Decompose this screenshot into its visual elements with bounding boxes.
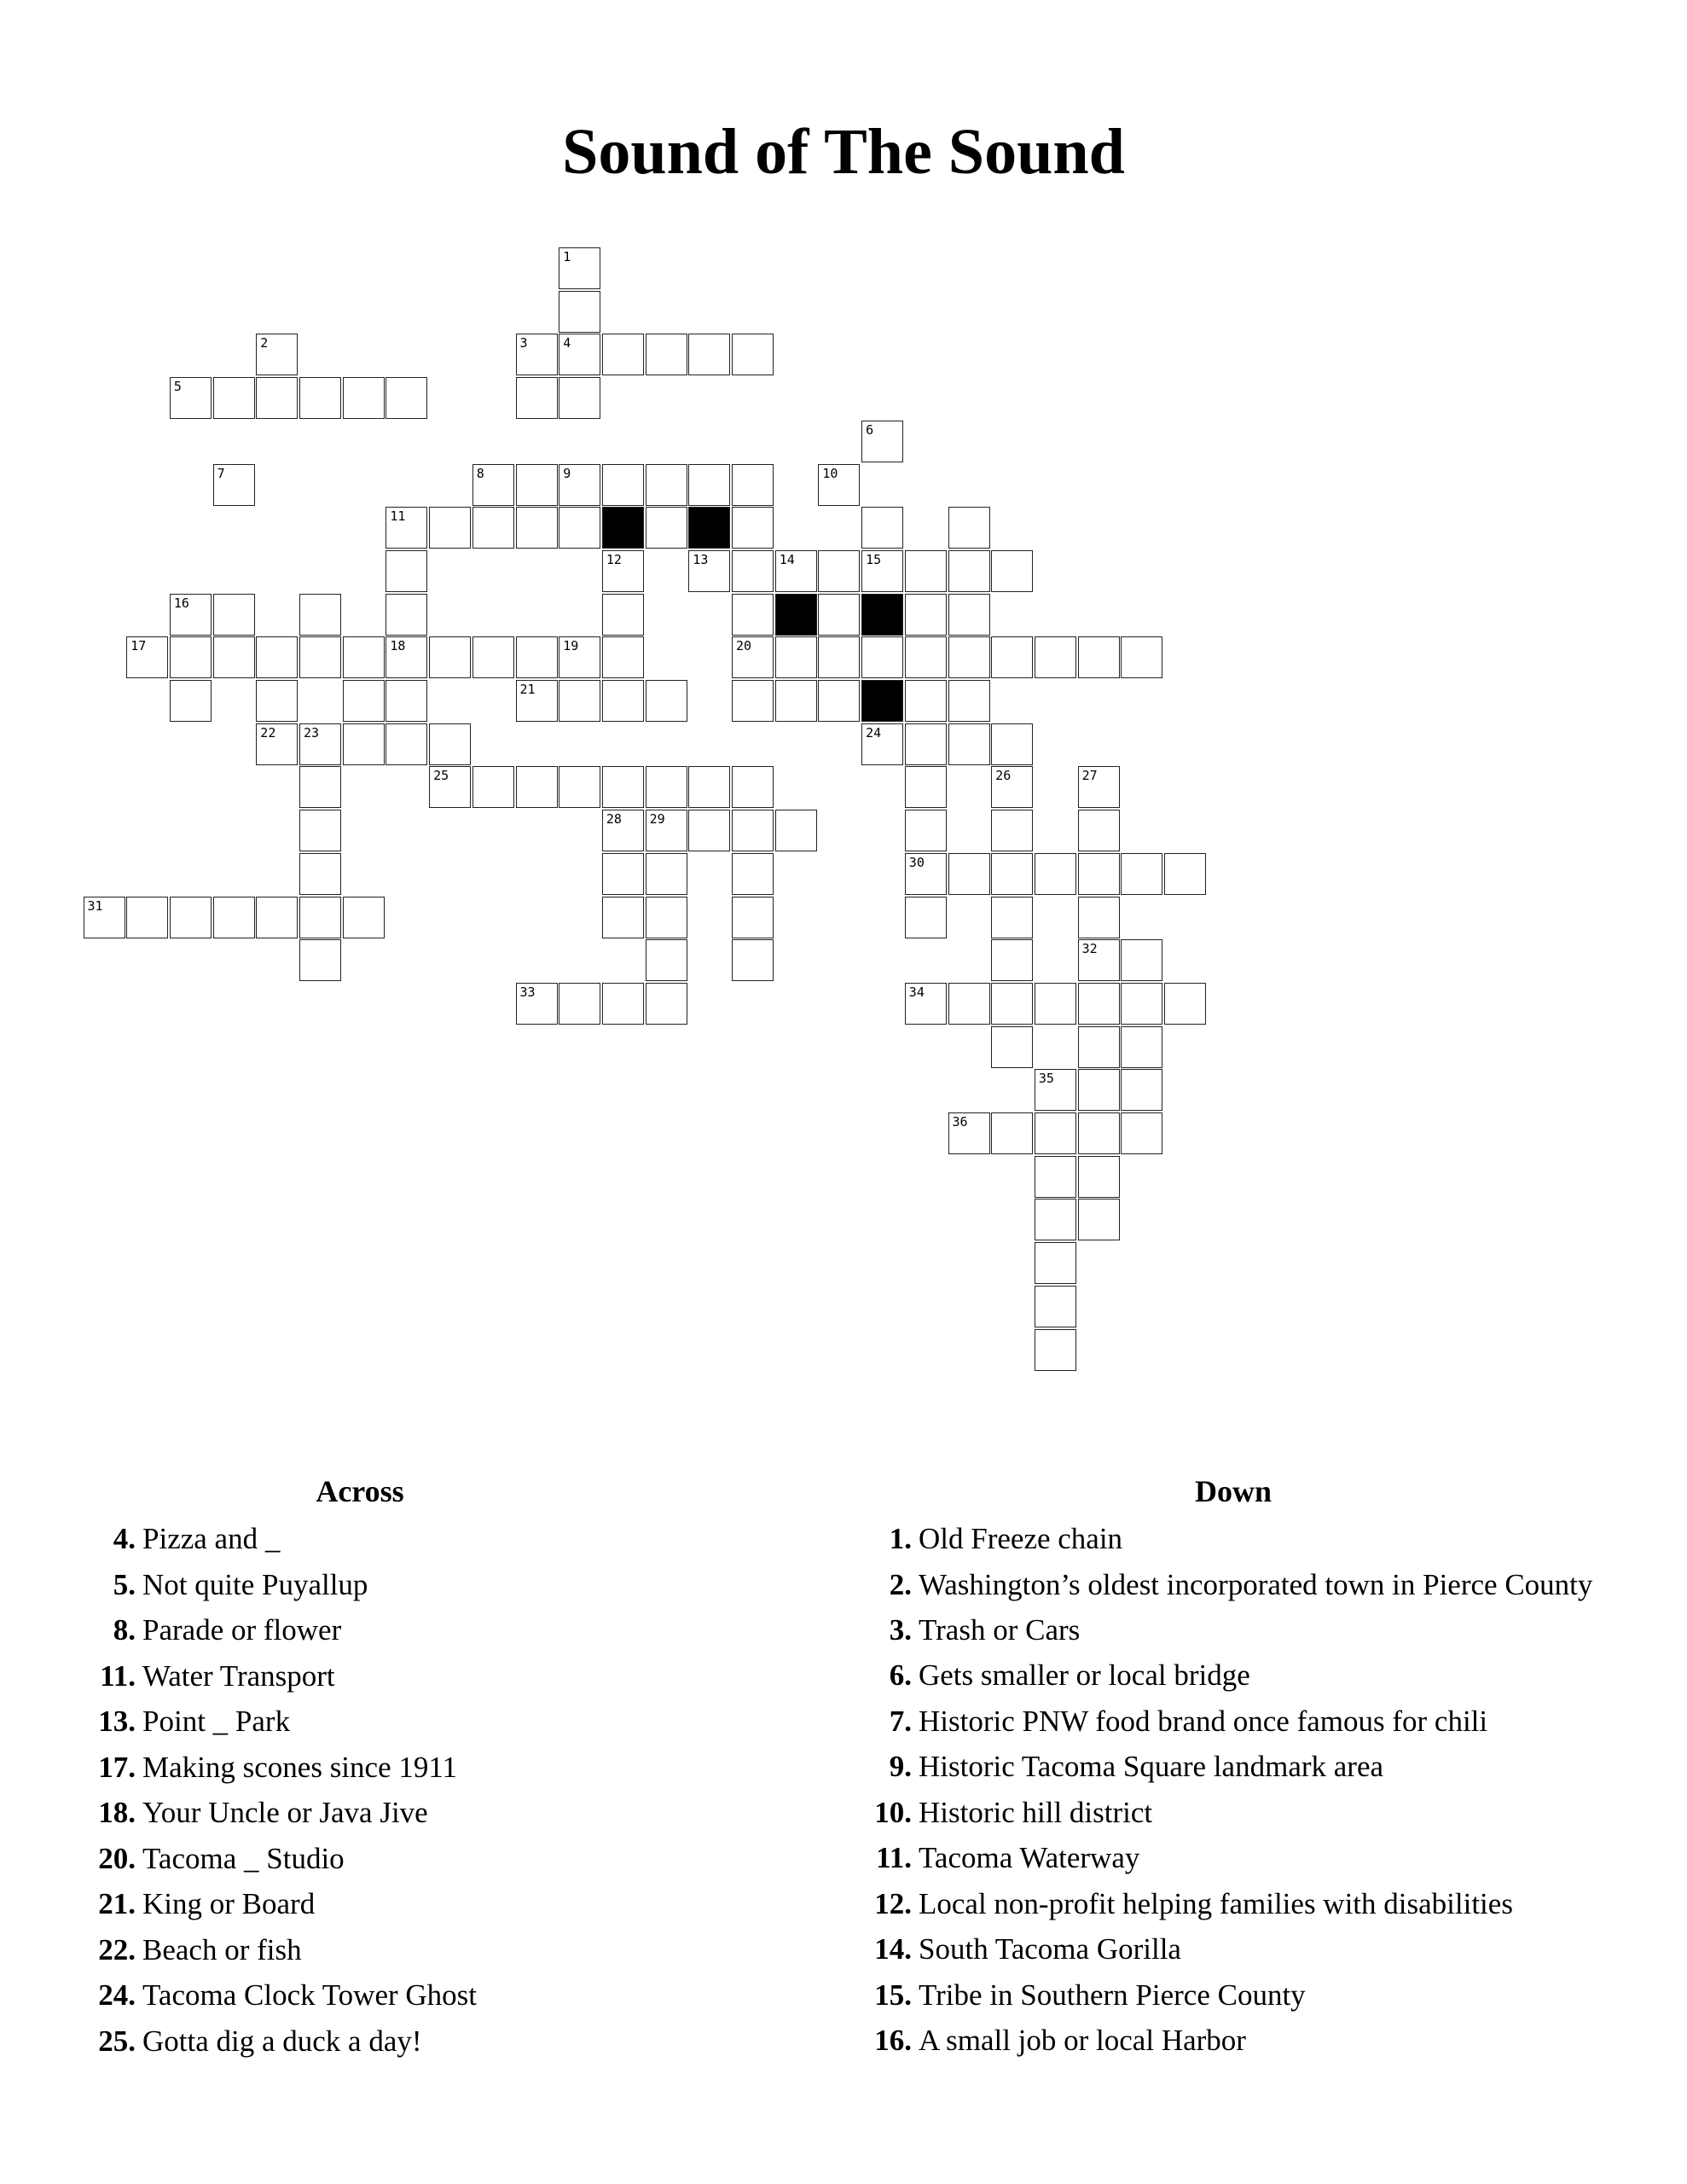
grid-cell[interactable] [861,507,903,549]
clue-number: 9 [563,465,571,481]
clue-text: Water Transport [142,1658,335,1693]
clue-text: Point _ Park [142,1705,291,1738]
grid-cell[interactable] [429,766,471,808]
clue-text: Tacoma _ Studio [142,1841,345,1875]
grid-cell[interactable] [1035,1199,1076,1240]
grid-cell[interactable] [732,636,774,678]
grid-cell[interactable] [688,550,730,592]
grid-cell[interactable] [688,464,730,506]
clue-number-label: 13. [98,1705,136,1738]
clue-number-label: 16. [874,2024,912,2057]
clue-number-label: 11. [100,1658,136,1693]
clue-number: 29 [649,811,665,828]
grid-cell[interactable] [991,1112,1033,1154]
grid-cell[interactable] [170,897,212,938]
clue-text: Washington’s oldest incorporated town in Pierce County [919,1567,1593,1601]
grid-cell[interactable] [1078,983,1120,1025]
grid-cell[interactable] [126,636,168,678]
grid-cell[interactable] [732,939,774,981]
grid-cell[interactable] [646,766,687,808]
grid-cell[interactable] [646,464,687,506]
clue-number: 32 [1081,941,1098,957]
clue-number: 30 [908,854,925,870]
across-clue [85,1653,802,1699]
grid-cell[interactable] [516,377,558,419]
grid-cell[interactable] [299,377,341,419]
grid-cell[interactable] [386,550,427,592]
grid-cell[interactable] [602,550,644,592]
clue-text: Gets smaller or local bridge [919,1658,1250,1692]
grid-cell[interactable] [646,810,687,851]
grid-cell[interactable] [602,594,644,636]
clue-text: Historic PNW food brand once famous for chili [919,1704,1488,1738]
clue-text: Gotta dig a duck a day! [142,2024,422,2058]
clue-number: 11 [390,508,406,525]
clue-number: 12 [606,551,622,567]
grid-cell[interactable] [1035,1286,1076,1327]
clue-number: 10 [822,465,838,481]
grid-cell[interactable] [472,636,514,678]
grid-cell[interactable] [948,723,990,765]
clue-text: Not quite Puyallup [142,1567,368,1601]
grid-cell[interactable] [343,680,385,722]
across-clue [85,1972,802,2018]
grid-cell[interactable] [732,550,774,592]
down-clue [861,1926,1612,1972]
clue-number: 19 [563,638,579,654]
grid-cell[interactable] [84,897,125,938]
grid-cell[interactable] [732,766,774,808]
grid-cell[interactable] [646,680,687,722]
clue-number: 36 [952,1114,968,1130]
clue-text: Tacoma Waterway [919,1841,1140,1874]
grid-cell[interactable] [948,550,990,592]
grid-cell[interactable] [1078,939,1120,981]
grid-cell[interactable] [559,766,600,808]
grid-cell[interactable] [1121,1026,1162,1068]
across-clue [85,1562,802,1608]
grid-cell[interactable] [472,464,514,506]
grid-cell[interactable] [343,723,385,765]
across-clue [85,1927,802,1973]
grid-cell[interactable] [905,550,947,592]
grid-cell[interactable] [213,636,255,678]
down-clue [861,1790,1612,1836]
grid-cell[interactable] [472,766,514,808]
grid-cell[interactable] [948,853,990,895]
grid-cell[interactable] [213,377,255,419]
grid-cell[interactable] [299,723,341,765]
grid-cell[interactable] [991,810,1033,851]
clue-number-label: 21. [98,1887,136,1920]
grid-cell[interactable] [688,766,730,808]
clue-number-label: 17. [98,1750,136,1784]
down-heading: Down [1194,1474,1272,1508]
down-clue [861,1699,1612,1745]
clue-number: 27 [1081,768,1098,784]
grid-cell[interactable] [905,680,947,722]
grid-cell[interactable] [948,507,990,549]
grid-cell[interactable] [299,636,341,678]
clue-number: 18 [390,638,406,654]
grid-cell[interactable] [1078,766,1120,808]
grid-cell[interactable] [516,680,558,722]
grid-cell[interactable] [386,680,427,722]
clue-number-label: 14. [874,1932,912,1966]
across-heading: Across [316,1474,404,1508]
clue-number: 7 [217,465,225,481]
clue-text: Making scones since 1911 [142,1750,458,1784]
clue-text: A small job or local Harbor [919,2024,1246,2057]
grid-cell[interactable] [256,636,298,678]
grid-cell[interactable] [905,810,947,851]
grid-cell[interactable] [646,983,687,1025]
blocked-cell [861,680,903,722]
grid-cell[interactable] [818,464,860,506]
clue-text: Tribe in Southern Pierce County [919,1978,1306,2012]
clue-text: Parade or flower [142,1613,342,1647]
clue-number-label: 7. [889,1704,912,1738]
grid-cell[interactable] [905,594,947,636]
grid-cell[interactable] [386,723,427,765]
clue-number: 23 [304,724,320,741]
down-clue [861,1972,1612,2018]
across-clue [85,1607,802,1653]
grid-cell[interactable] [1164,853,1206,895]
grid-cell[interactable] [948,1112,990,1154]
clue-number-label: 6. [889,1658,912,1692]
clue-text: Historic Tacoma Square landmark area [919,1750,1384,1783]
grid-cell[interactable] [1078,636,1120,678]
grid-cell[interactable] [1035,853,1076,895]
grid-cell[interactable] [343,377,385,419]
grid-cell[interactable] [516,983,558,1025]
grid-cell[interactable] [170,636,212,678]
grid-cell[interactable] [991,550,1033,592]
clue-number-label: 18. [98,1796,136,1829]
grid-cell[interactable] [602,766,644,808]
grid-cell[interactable] [213,594,255,636]
grid-cell[interactable] [213,897,255,938]
grid-cell[interactable] [1121,853,1162,895]
clue-number-label: 4. [113,1522,136,1555]
grid-cell[interactable] [256,377,298,419]
grid-cell[interactable] [646,939,687,981]
grid-cell[interactable] [732,680,774,722]
clue-number-label: 1. [889,1522,912,1555]
across-clue [85,2018,802,2065]
grid-cell[interactable] [818,636,860,678]
grid-cell[interactable] [818,680,860,722]
grid-cell[interactable] [170,377,212,419]
grid-cell[interactable] [646,334,687,375]
grid-cell[interactable] [256,334,298,375]
grid-cell[interactable] [861,636,903,678]
grid-cell[interactable] [1121,939,1162,981]
grid-cell[interactable] [948,594,990,636]
grid-cell[interactable] [429,507,471,549]
clue-number-label: 12. [874,1886,912,1920]
clue-number-label: 20. [98,1841,136,1875]
grid-cell[interactable] [516,636,558,678]
clue-number-label: 10. [874,1795,912,1829]
grid-cell[interactable] [299,939,341,981]
clue-number: 2 [260,335,269,351]
grid-cell[interactable] [991,723,1033,765]
clue-number: 5 [173,379,182,395]
grid-cell[interactable] [1164,983,1206,1025]
clue-number: 35 [1038,1071,1054,1087]
grid-cell[interactable] [602,853,644,895]
grid-cell[interactable] [559,291,600,333]
grid-cell[interactable] [905,723,947,765]
grid-cell[interactable] [516,507,558,549]
grid-cell[interactable] [1035,1069,1076,1111]
grid-cell[interactable] [732,594,774,636]
clue-number: 25 [433,768,449,784]
grid-cell[interactable] [732,464,774,506]
grid-cell[interactable] [602,897,644,938]
grid-cell[interactable] [386,377,427,419]
grid-cell[interactable] [646,897,687,938]
grid-cell[interactable] [516,464,558,506]
grid-cell[interactable] [861,723,903,765]
grid-cell[interactable] [559,464,600,506]
grid-cell[interactable] [1078,1156,1120,1198]
grid-cell[interactable] [472,507,514,549]
grid-cell[interactable] [386,636,427,678]
grid-cell[interactable] [602,983,644,1025]
clue-number: 22 [260,724,276,741]
grid-cell[interactable] [559,334,600,375]
grid-cell[interactable] [905,853,947,895]
grid-cell[interactable] [602,680,644,722]
grid-cell[interactable] [732,507,774,549]
blocked-cell [861,594,903,636]
grid-cell[interactable] [386,594,427,636]
clue-text: King or Board [142,1887,316,1920]
grid-cell[interactable] [948,983,990,1025]
clue-number-label: 15. [874,1978,912,2012]
grid-cell[interactable] [1035,1156,1076,1198]
grid-cell[interactable] [1035,636,1076,678]
grid-cell[interactable] [775,550,817,592]
clue-number-label: 11. [876,1841,912,1874]
grid-cell[interactable] [991,897,1033,938]
clue-number-label: 5. [113,1567,136,1601]
grid-cell[interactable] [1078,853,1120,895]
grid-cell[interactable] [646,507,687,549]
clue-text: South Tacoma Gorilla [919,1932,1181,1966]
grid-cell[interactable] [1035,1112,1076,1154]
grid-cell[interactable] [732,897,774,938]
grid-cell[interactable] [1078,1112,1120,1154]
grid-cell[interactable] [602,464,644,506]
clue-number: 14 [779,551,795,567]
grid-cell[interactable] [1035,1329,1076,1371]
across-clue [85,1836,802,1882]
grid-cell[interactable] [948,636,990,678]
clue-text: Your Uncle or Java Jive [142,1796,428,1829]
grid-cell[interactable] [688,334,730,375]
grid-cell[interactable] [602,636,644,678]
clue-number: 24 [866,724,882,741]
grid-cell[interactable] [256,723,298,765]
grid-cell[interactable] [602,334,644,375]
grid-cell[interactable] [1035,1242,1076,1284]
clue-text: Beach or fish [142,1932,302,1966]
grid-cell[interactable] [256,897,298,938]
grid-cell[interactable] [256,680,298,722]
grid-cell[interactable] [170,594,212,636]
grid-cell[interactable] [559,377,600,419]
grid-cell[interactable] [343,636,385,678]
grid-cell[interactable] [299,810,341,851]
grid-cell[interactable] [775,810,817,851]
grid-cell[interactable] [299,594,341,636]
down-clue [861,1835,1612,1881]
clue-number-label: 9. [889,1750,912,1783]
grid-cell[interactable] [299,897,341,938]
grid-cell[interactable] [516,766,558,808]
grid-cell[interactable] [126,897,168,938]
puzzle-title: Sound of The Sound [562,116,1125,188]
grid-cell[interactable] [386,507,427,549]
grid-cell[interactable] [1121,1069,1162,1111]
grid-cell[interactable] [818,594,860,636]
grid-cell[interactable] [775,680,817,722]
clue-number: 6 [866,421,874,438]
grid-cell[interactable] [1078,1199,1120,1240]
down-clue [861,1744,1612,1790]
grid-cell[interactable] [732,810,774,851]
clue-number: 20 [736,638,752,654]
clue-number: 3 [519,335,528,351]
clue-number-label: 24. [98,1978,136,2012]
grid-cell[interactable] [905,983,947,1025]
down-clue [861,1516,1612,1562]
grid-cell[interactable] [991,1026,1033,1068]
clue-number-label: 3. [889,1612,912,1647]
grid-cell[interactable] [299,853,341,895]
across-clue [85,1699,802,1745]
clue-number: 1 [563,249,571,264]
clue-number-label: 2. [889,1567,912,1601]
clue-number: 16 [173,595,189,611]
blocked-cell [775,594,817,636]
grid-cell[interactable] [818,550,860,592]
down-clue [861,1607,1612,1653]
grid-cell[interactable] [732,853,774,895]
grid-cell[interactable] [213,464,255,506]
across-clue [85,1881,802,1927]
grid-cell[interactable] [991,636,1033,678]
grid-cell[interactable] [1078,897,1120,938]
grid-cell[interactable] [688,810,730,851]
clue-text: Local non-profit helping families with disabilities [919,1886,1513,1920]
clue-number: 15 [866,551,882,567]
grid-cell[interactable] [905,766,947,808]
clue-text: Old Freeze chain [919,1522,1123,1555]
grid-cell[interactable] [602,810,644,851]
clue-text: Pizza and _ [142,1522,281,1555]
clue-number: 17 [130,638,147,654]
clue-number-label: 22. [98,1932,136,1966]
grid-cell[interactable] [1121,1112,1162,1154]
grid-cell[interactable] [905,636,947,678]
across-clue [85,1516,802,1562]
grid-cell[interactable] [1078,810,1120,851]
grid-cell[interactable] [559,247,600,289]
clue-text: Trash or Cars [919,1612,1081,1647]
blocked-cell [688,507,730,549]
grid-cell[interactable] [429,636,471,678]
grid-cell[interactable] [905,897,947,938]
down-clue [861,1881,1612,1927]
grid-cell[interactable] [1121,983,1162,1025]
down-clue [861,1562,1612,1607]
grid-cell[interactable] [343,897,385,938]
grid-cell[interactable] [559,507,600,549]
clue-number: 21 [519,682,536,697]
clue-number: 34 [908,984,925,1000]
clue-text: Tacoma Clock Tower Ghost [142,1978,478,2012]
grid-cell[interactable] [1121,636,1162,678]
grid-cell[interactable] [170,680,212,722]
clue-number: 13 [693,551,709,567]
down-clue [861,2018,1612,2064]
grid-cell[interactable] [991,766,1033,808]
blocked-cell [602,507,644,549]
grid-cell[interactable] [516,334,558,375]
across-clue [85,1745,802,1791]
grid-cell[interactable] [861,421,903,462]
down-clue [861,1653,1612,1699]
grid-cell[interactable] [732,334,774,375]
clue-number: 8 [476,465,484,481]
grid-cell[interactable] [559,983,600,1025]
grid-cell[interactable] [299,766,341,808]
grid-cell[interactable] [1078,1026,1120,1068]
grid-cell[interactable] [1035,983,1076,1025]
clue-number: 33 [519,984,536,1000]
grid-cell[interactable] [861,550,903,592]
grid-cell[interactable] [1078,1069,1120,1111]
across-clue [85,1790,802,1836]
across-clue-list [85,1516,802,2064]
clue-number-label: 25. [98,2024,136,2058]
grid-cell[interactable] [991,939,1033,981]
grid-cell[interactable] [775,636,817,678]
grid-cell[interactable] [991,853,1033,895]
clue-number-label: 8. [113,1613,136,1647]
clue-text: Historic hill district [919,1795,1153,1829]
clue-number: 26 [995,768,1012,784]
grid-cell[interactable] [991,983,1033,1025]
grid-cell[interactable] [646,853,687,895]
grid-cell[interactable] [559,680,600,722]
grid-cell[interactable] [559,636,600,678]
clue-number: 4 [563,335,571,351]
down-clue-list [861,1516,1612,2064]
grid-cell[interactable] [948,680,990,722]
grid-cell[interactable] [429,723,471,765]
clue-number: 31 [87,897,103,914]
clue-number: 28 [606,811,622,828]
